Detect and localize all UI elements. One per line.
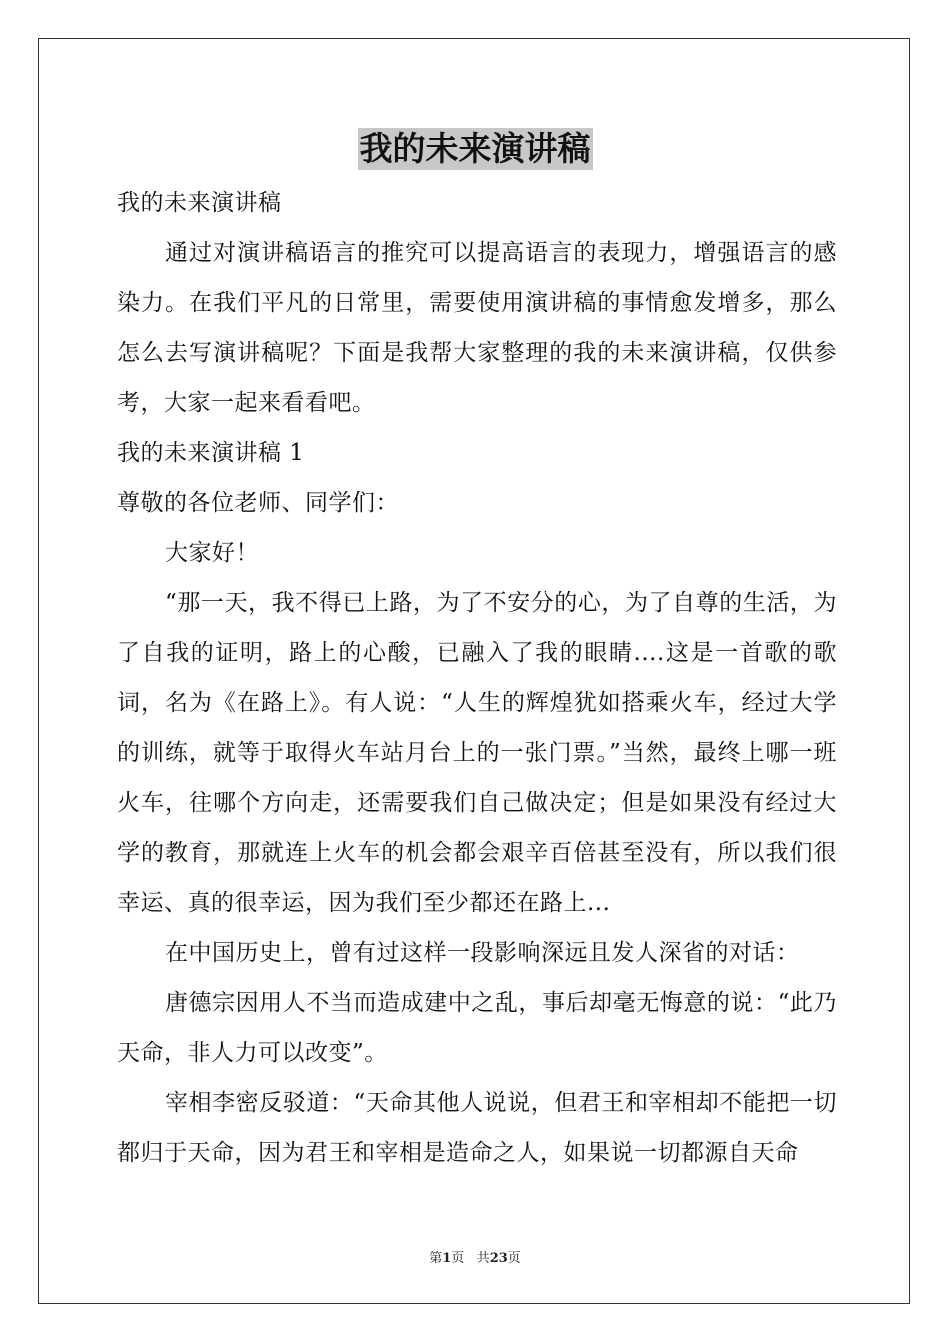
total-pages: 23 <box>489 1251 508 1266</box>
paragraph: “那一天，我不得已上路，为了不安分的心，为了自尊的生活，为了自我的证明，路上的心酸，已融入了我的眼睛....这是一首歌的歌词，名为《在路上》。有人说：“人生的辉煌犹如搭乘火车，经过大学的训练，就等于取得火车站月台上的一张门票。”当然，最终上哪一班火车，往哪个方向走，还需要我们自己做决定；但是如果没有经过大学的教育，那就连上火车的机会都会艰辛百倍甚至没有，所以我们很幸运、真的很幸运，因为我们至少都还在路上... <box>117 590 837 916</box>
salutation: 尊敬的各位老师、同学们： <box>117 490 399 516</box>
document-body <box>117 178 837 1178</box>
document-title: 我的未来演讲稿 <box>359 129 591 168</box>
section-heading: 我的未来演讲稿 1 <box>117 440 305 466</box>
title-container <box>0 128 950 170</box>
page-prefix: 第 <box>429 1251 443 1266</box>
paragraph: 通过对演讲稿语言的推究可以提高语言的表现力，增强语言的感染力。在我们平凡的日常里，需要使用演讲稿的事情愈发增多，那么怎么去写演讲稿呢？下面是我帮大家整理的我的未来演讲稿，仅供参考，大家一起来看看吧。 <box>117 240 837 416</box>
paragraph: 在中国历史上，曾有过这样一段影响深远且发人深省的对话： <box>165 940 800 966</box>
paragraph: 宰相李密反驳道：“天命其他人说说，但君王和宰相却不能把一切都归于天命，因为君王和宰相是造命之人，如果说一切都源自天命 <box>117 1090 837 1166</box>
total-prefix: 共 <box>476 1251 490 1266</box>
page-number: 1 <box>442 1251 452 1266</box>
total-suffix: 页 <box>507 1251 521 1266</box>
paragraph: 唐德宗因用人不当而造成建中之乱，事后却毫无悔意的说：“此乃天命，非人力可以改变”。 <box>117 990 837 1066</box>
greeting: 大家好！ <box>165 540 259 566</box>
page-suffix: 页 <box>451 1251 465 1266</box>
page-footer <box>0 1247 950 1266</box>
paragraph: 我的未来演讲稿 <box>117 190 282 216</box>
